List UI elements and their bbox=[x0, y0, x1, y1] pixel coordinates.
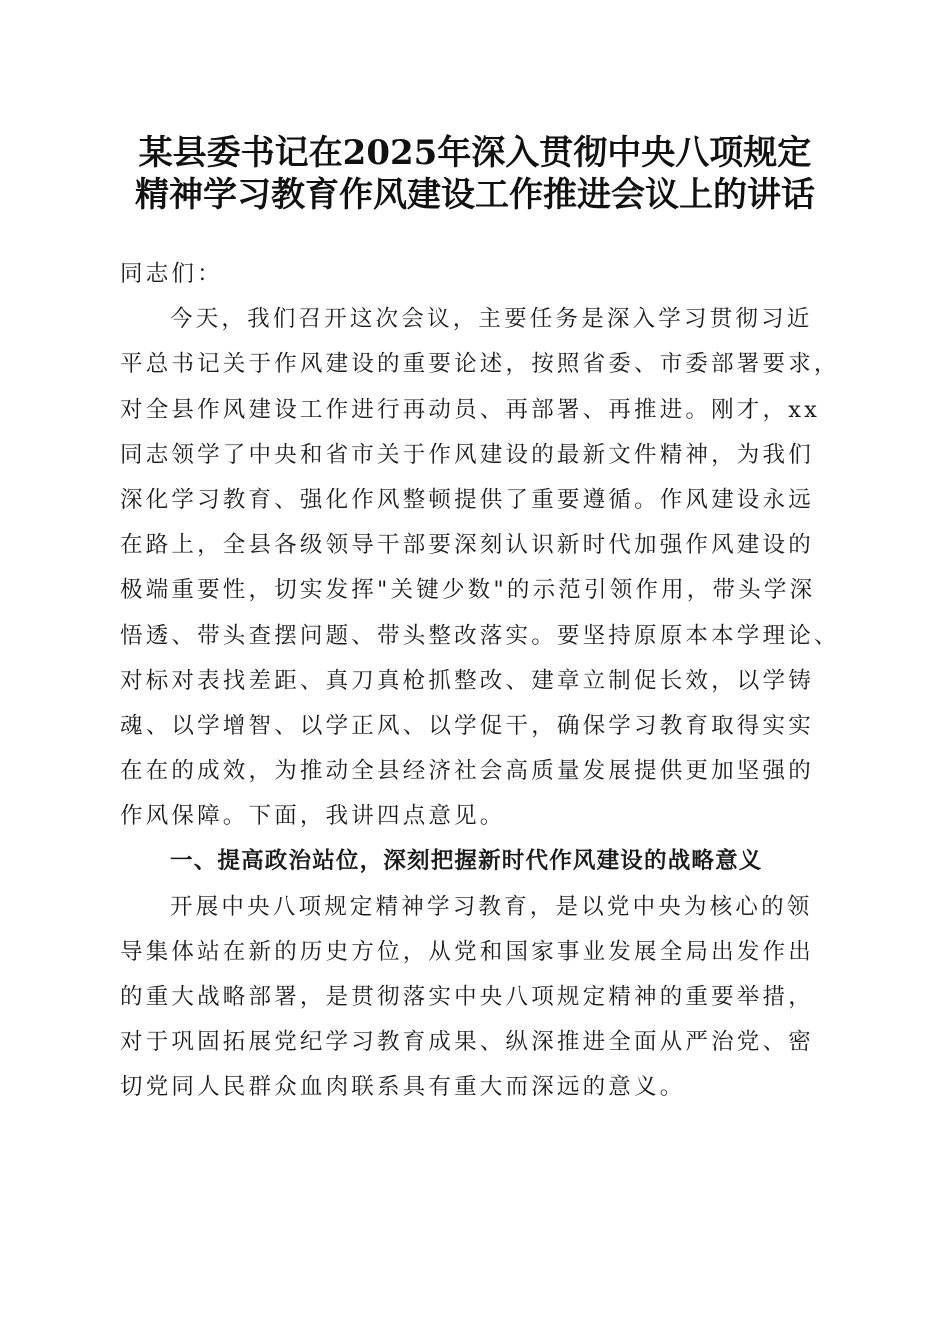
paragraph-1-line: 对标对表找差距、真刀真枪抓整改、建章立制促长效，以学铸 bbox=[120, 667, 814, 694]
paragraph-1-line: 对全县作风建设工作进行再动员、再部署、再推进。刚才，xx bbox=[120, 396, 820, 423]
section-1-heading: 一、提高政治站位，深刻把握新时代作风建设的战略意义 bbox=[170, 848, 763, 875]
title-line-2: 精神学习教育作风建设工作推进会议上的讲话 bbox=[135, 175, 815, 215]
paragraph-1-line: 魂、以学增智、以学正风、以学促干，确保学习教育取得实实 bbox=[120, 712, 814, 739]
paragraph-1-line: 同志领学了中央和省市关于作风建设的最新文件精神，为我们 bbox=[120, 441, 814, 468]
paragraph-2-line: 导集体站在新的历史方位，从党和国家事业发展全局出发作出 bbox=[120, 938, 814, 965]
paragraph-1-line: 深化学习教育、强化作风整顿提供了重要遵循。作风建设永远 bbox=[120, 486, 814, 513]
document-body bbox=[120, 252, 840, 1111]
paragraph-2-line: 切党同人民群众血肉联系具有重大而深远的意义。 bbox=[120, 1074, 686, 1101]
paragraph-2-line: 对于巩固拓展党纪学习教育成果、纵深推进全面从严治党、密 bbox=[120, 1029, 814, 1056]
paragraph-1-line: 今天，我们召开这次会议，主要任务是深入学习贯彻习近 bbox=[170, 306, 813, 333]
paragraph-1-line: 在路上，全县各级领导干部要深刻认识新时代加强作风建设的 bbox=[120, 532, 814, 559]
document-title bbox=[60, 132, 890, 216]
paragraph-2-line: 开展中央八项规定精神学习教育，是以党中央为核心的领 bbox=[170, 893, 813, 920]
title-line-1: 某县委书记在2025年深入贯彻中央八项规定 bbox=[138, 133, 812, 173]
paragraph-1-line: 平总书记关于作风建设的重要论述，按照省委、市委部署要求， bbox=[120, 351, 840, 378]
paragraph-1-line: 在在的成效，为推动全县经济社会高质量发展提供更加坚强的 bbox=[120, 758, 814, 785]
paragraph-2-line: 的重大战略部署，是贯彻落实中央八项规定精神的重要举措， bbox=[120, 984, 814, 1010]
paragraph-1-line: 悟透、带头查摆问题、带头整改落实。要坚持原原本本学理论、 bbox=[120, 622, 840, 649]
salutation: 同志们： bbox=[120, 261, 223, 287]
paragraph-1-line: 极端重要性，切实发挥"关键少数"的示范引领作用，带头学深 bbox=[120, 577, 816, 604]
paragraph-1-line: 作风保障。下面，我讲四点意见。 bbox=[120, 803, 506, 830]
